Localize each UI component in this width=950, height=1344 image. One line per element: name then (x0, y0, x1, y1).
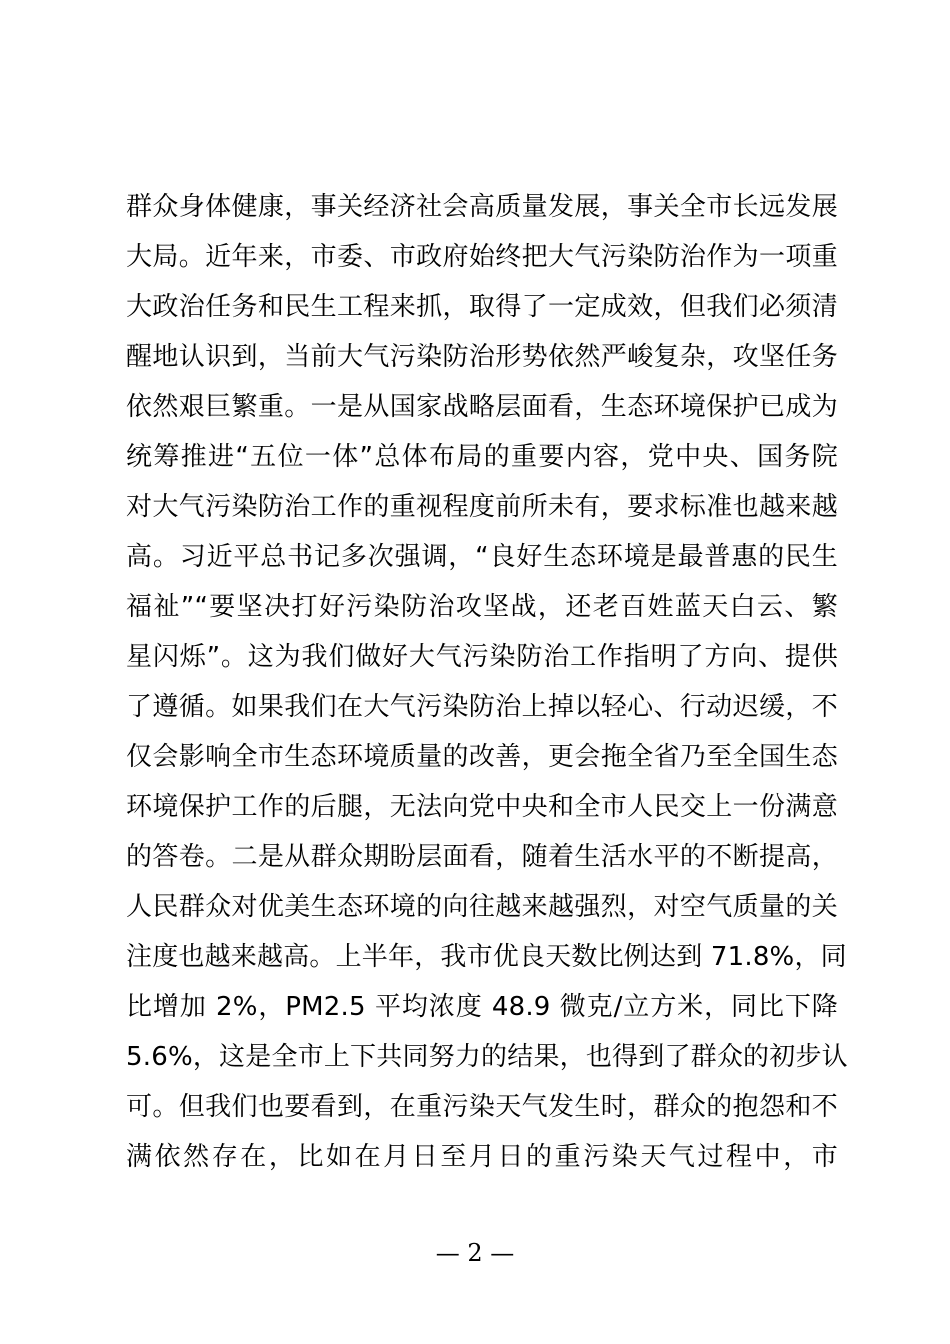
text-line: 对大气污染防治工作的重视程度前所未有，要求标准也越来越 (126, 492, 838, 522)
text-line: 大政治任务和民生工程来抓，取得了一定成效，但我们必须清 (126, 292, 838, 322)
text-line: 仅会影响全市生态环境质量的改善，更会拖全省乃至全国生态 (126, 742, 838, 772)
text-line: 高。习近平总书记多次强调，“良好生态环境是最普惠的民生 (126, 542, 838, 572)
text-line: 福祉”“要坚决打好污染防治攻坚战，还老百姓蓝天白云、繁 (126, 592, 838, 622)
text-line: 5.6%，这是全市上下共同努力的结果，也得到了群众的初步认 (126, 1042, 848, 1072)
body-paragraph (126, 182, 848, 1182)
page-number: — 2 — (435, 1239, 515, 1267)
text-line: 可。但我们也要看到，在重污染天气发生时，群众的抱怨和不 (126, 1092, 838, 1122)
text-line: 了遵循。如果我们在大气污染防治上掉以轻心、行动迟缓，不 (126, 692, 838, 722)
text-line: 醒地认识到，当前大气污染防治形势依然严峻复杂，攻坚任务 (126, 342, 838, 372)
text-line: 注度也越来越高。上半年，我市优良天数比例达到 71.8%，同 (126, 942, 847, 972)
text-line: 满依然存在，比如在月日至月日的重污染天气过程中，市 (126, 1142, 838, 1172)
text-line: 群众身体健康，事关经济社会高质量发展，事关全市长远发展 (126, 192, 838, 222)
text-line: 比增加 2%，PM2.5 平均浓度 48.9 微克/立方米，同比下降 (126, 992, 838, 1022)
text-line: 统筹推进“五位一体”总体布局的重要内容，党中央、国务院 (126, 442, 838, 472)
text-line: 大局。近年来，市委、市政府始终把大气污染防治作为一项重 (126, 242, 838, 272)
text-line: 人民群众对优美生态环境的向往越来越强烈，对空气质量的关 (126, 892, 838, 922)
text-line: 的答卷。二是从群众期盼层面看，随着生活水平的不断提高， (126, 842, 838, 872)
text-line: 依然艰巨繁重。一是从国家战略层面看，生态环境保护已成为 (126, 392, 838, 422)
text-line: 星闪烁”。这为我们做好大气污染防治工作指明了方向、提供 (126, 642, 838, 672)
text-line: 环境保护工作的后腿，无法向党中央和全市人民交上一份满意 (126, 792, 838, 822)
